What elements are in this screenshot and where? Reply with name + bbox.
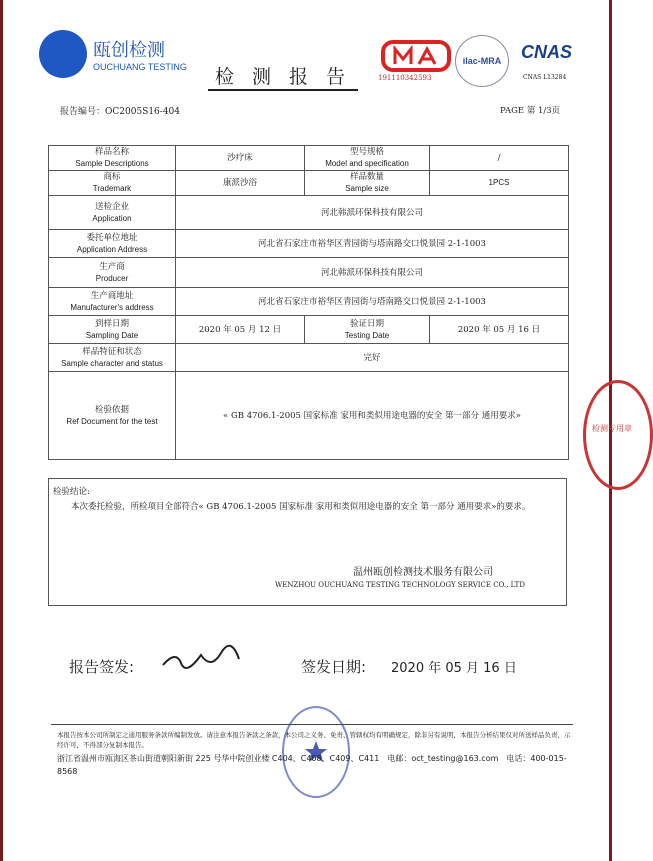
conclusion-label: 检验结论: (53, 487, 90, 497)
issue-date-label: 签发日期: (301, 658, 367, 676)
report-title: 检 测 报 告 (208, 62, 358, 91)
company-en: WENZHOU OUCHUANG TESTING TECHNOLOGY SERVICE CO., LTD (275, 581, 525, 589)
cma-code: 191110342593 (378, 74, 432, 82)
logo-en: OUCHUANG TESTING (93, 62, 187, 72)
logo-cn: 瓯创检测 (93, 40, 165, 61)
page-number: PAGE 第 1/3页 (500, 106, 561, 116)
cma-mark (381, 40, 451, 72)
report-number: 报告编号：OC2005S16-404 (60, 107, 181, 117)
logo-icon (39, 30, 87, 78)
cnas-code: CNAS L13284 (523, 74, 567, 81)
ilac-mark: ilac-MRA (455, 35, 509, 87)
issuer-label: 报告签发: (69, 658, 135, 676)
footer-address: 浙江省温州市瓯海区茶山街道朝阳新街 225 号华中院创业楼 C404、C408、C409、C411 电邮：oct_testing@163.com 电话：400-015-8568 (57, 754, 567, 776)
conclusion-text: 本次委托检验，所检项目全部符合« GB 4706.1-2005 国家标准 家用和类似用途电器的安全 第一部分 通用要求»的要求。 (71, 502, 531, 512)
issue-date: 2020 年 05 月 16 日 (391, 661, 517, 676)
sample-info-table: 样品名称 Sample Descriptions 沙疗床 型号规格 Model and specification / 商标 Trademark 康派沙浴 样品数量 Sample size 1PCS 送检企业 Application 河北韩派环保科技有限公司 委托单位地址 Application Address 河北省石家庄市裕华区青园街与塔南路交口悦景园 2-1-1003 生产商 Producer 河北韩派环保科技有限公司 生产商地址 Manufacturer's address 河北省石家庄市裕华区青园街与塔南路交口悦景园 2-1-1003 到样日期 Sampling Date 2020 年 05 月 12 日 验证日期 Testing Date 2020 年 05 月 16 日 样品特征和状态 Sample character and status 完好 检验依据 Ref Document for the test « GB 4706.1-2005 国家标准 家用和类似用途电器的安全 第一部分 通用要求» (48, 145, 569, 460)
company-cn: 温州瓯创检测技术服务有限公司 (353, 567, 493, 578)
conclusion-box (48, 478, 567, 606)
company-seal: 检测专用章 (583, 380, 653, 490)
cnas-mark: CNAS (521, 42, 573, 62)
signature (161, 645, 241, 675)
footer-notice: 本报告按本公司所制定之通用服务条款所编制发放。请注意本报告条款之条款，本公司之义务、免责、管辖权均有明确规定，除非另有说明，本报告分析结果仅对所送样品负责，示经许可，不得部分复制本报告。 (57, 731, 571, 749)
